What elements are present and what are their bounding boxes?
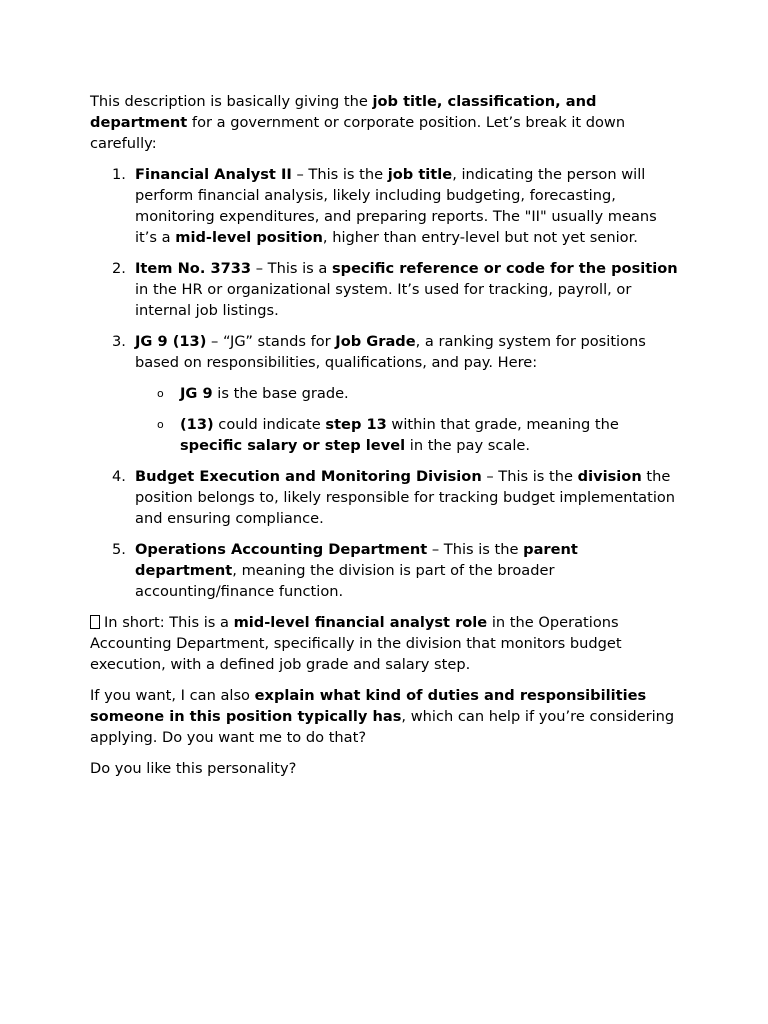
breakdown-list xyxy=(90,164,680,602)
intro-paragraph xyxy=(90,91,680,154)
offer-text: , which can help if you’re considering applying. Do you want me to do that? xyxy=(90,708,675,746)
list-item xyxy=(112,331,680,456)
intro-text: This description is basically giving the xyxy=(90,93,373,110)
summary-paragraph xyxy=(90,612,680,675)
closing-paragraph: Do you like this personality? xyxy=(90,760,297,777)
text-run: – “JG” stands for xyxy=(206,333,336,350)
text-run: , higher than entry-level but not yet senior. xyxy=(322,229,638,246)
summary-text: In short: This is a xyxy=(104,614,234,631)
list-number: 4. xyxy=(112,468,126,485)
offer-paragraph xyxy=(90,685,680,748)
list-item xyxy=(112,466,680,529)
intro-bold: job title, classification, and department xyxy=(90,93,597,131)
list-item xyxy=(112,164,680,248)
text-run: , indicating the person will perform financial analysis, likely including budgeting, forecasting, monitoring expenditures, and preparing reports. The "II" usually means it’s a xyxy=(135,166,657,246)
text-run: – This is the xyxy=(291,166,388,183)
text-run: , a ranking system for positions based on responsibilities, qualifications, and pay. Here: xyxy=(135,333,646,371)
text-run: the position belongs to, likely responsible for tracking budget implementation and ensuring compliance. xyxy=(135,468,676,527)
list-number: 1. xyxy=(112,166,126,183)
bold-text: parent department xyxy=(135,541,578,579)
text-run: – This is a xyxy=(251,260,332,277)
text-run: – This is the xyxy=(427,541,524,558)
bold-text: step 13 xyxy=(325,416,387,433)
bold-text: JG 9 xyxy=(180,385,213,402)
sub-list-item xyxy=(157,414,680,456)
bold-text: (13) xyxy=(180,416,214,433)
bold-text: Job Grade xyxy=(335,333,416,350)
bold-text: Budget Execution and Monitoring Division xyxy=(135,468,482,485)
text-run: in the pay scale. xyxy=(405,437,531,454)
text-run: could indicate xyxy=(213,416,326,433)
summary-text: in the Operations Accounting Department, specifically in the division that monitors budget execution, with a defined job grade and salary step. xyxy=(90,614,622,673)
text-run: within that grade, meaning the xyxy=(386,416,619,433)
list-number: 5. xyxy=(112,541,126,558)
bold-text: division xyxy=(577,468,642,485)
text-run: is the base grade. xyxy=(212,385,349,402)
bold-text: Financial Analyst II xyxy=(135,166,292,183)
offer-text: If you want, I can also xyxy=(90,687,255,704)
bold-text: job title xyxy=(387,166,453,183)
intro-text: for a government or corporate position. Let’s break it down carefully: xyxy=(90,114,626,152)
text-run: – This is the xyxy=(481,468,578,485)
bold-text: Operations Accounting Department xyxy=(135,541,428,558)
bold-text: specific salary or step level xyxy=(180,437,406,454)
bold-text: Item No. 3733 xyxy=(135,260,252,277)
offer-bold: explain what kind of duties and responsibilities someone in this position typically has xyxy=(90,687,647,725)
list-item xyxy=(112,258,680,321)
bold-text: JG 9 (13) xyxy=(135,333,207,350)
bold-text: specific reference or code for the position xyxy=(332,260,678,277)
sub-list xyxy=(135,383,680,456)
summary-bold: mid-level financial analyst role xyxy=(233,614,488,631)
list-number: 2. xyxy=(112,260,126,277)
missing-glyph-icon xyxy=(90,615,100,629)
bold-text: mid-level position xyxy=(175,229,323,246)
text-run: , meaning the division is part of the broader accounting/finance function. xyxy=(135,562,555,600)
bullet-icon: o xyxy=(157,418,164,431)
bullet-icon: o xyxy=(157,387,164,400)
text-run: in the HR or organizational system. It’s used for tracking, payroll, or internal job listings. xyxy=(135,281,632,319)
sub-list-item xyxy=(157,383,680,404)
document-body xyxy=(90,91,680,789)
list-number: 3. xyxy=(112,333,126,350)
list-item xyxy=(112,539,680,602)
